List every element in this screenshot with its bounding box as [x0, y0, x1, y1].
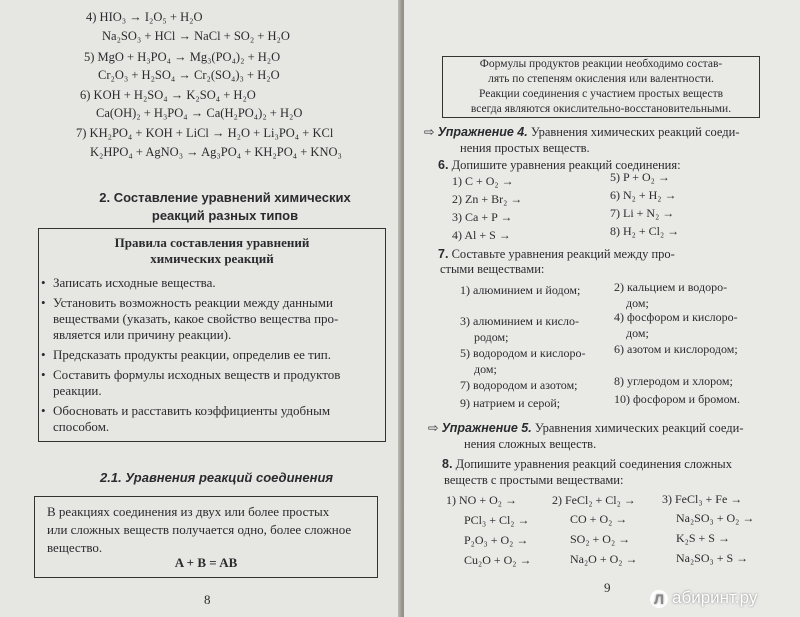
arrow-icon: ⇨	[428, 421, 439, 435]
task-item: 2) Zn + Br₂ →	[452, 192, 523, 206]
task-item: 4) фосфором и кислоро-	[614, 310, 738, 324]
rule-item: • Установить возможность реакции между данными веществами (указать, какое свойство вещества про- является или причину реакции).	[41, 295, 339, 342]
formula: A + B = AB	[174, 555, 238, 570]
task-item: 10) фосфором и бромом.	[614, 392, 740, 406]
task-7: 7. Составьте уравнения реакций между про-	[438, 247, 675, 261]
equation: Cr₂O₃ + H₂SO₄ → Cr₂(SO₄)₃ + H₂O	[98, 68, 280, 82]
task-item: 7) Li + N₂ →	[610, 206, 675, 220]
task-item: дом;	[626, 296, 649, 310]
task-item: 4) Al + S →	[452, 228, 511, 242]
task-item: 3) алюминием и кисло-	[460, 314, 579, 328]
task-item: Na₂O + O₂ →	[570, 552, 638, 566]
task-item: 2) FeCl₂ + Cl₂ →	[552, 493, 636, 507]
rule-item: • Записать исходные вещества.	[41, 275, 216, 290]
task-item: 1) NO + O₂ →	[446, 493, 517, 507]
watermark-logo: Л абиринт.ру	[650, 588, 757, 608]
equation: 7) KH₂PO₄ + KOH + LiCl → H₂O + Li₃PO₄ + KCl	[76, 126, 334, 140]
task-item: 9) натрием и серой;	[460, 396, 561, 410]
equation: K₂HPO₄ + AgNO₃ → Ag₃PO₄ + KH₂PO₄ + KNO₃	[90, 145, 342, 159]
task-item: 3) FeCl₃ + Fe →	[662, 492, 743, 506]
rules-box	[38, 228, 386, 442]
labirint-logo-icon: Л	[650, 590, 668, 608]
note-text: Формулы продуктов реакции необходимо состав- лять по степеням окисления или валентности. Реакции соединения с участием простых веществ всегда являются окислительно-восстановительными.	[470, 58, 732, 115]
task-8: 8. Допишите уравнения реакций соединения сложных	[442, 457, 732, 471]
page-number: 8	[204, 592, 211, 607]
equation: 5) MgO + H₃PO₄ → Mg₃(PO₄)₂ + H₂O	[84, 50, 281, 64]
exercise-5-line: нения сложных веществ.	[464, 437, 597, 451]
task-6: 6. Допишите уравнения реакций соединения:	[438, 158, 681, 172]
right-page	[404, 0, 800, 617]
rule-item: • Обосновать и расставить коэффициенты удобным способом.	[41, 403, 331, 434]
equation: Ca(OH)₂ + H₃PO₄ → Ca(H₂PO₄)₂ + H₂O	[96, 106, 303, 120]
arrow-icon: ⇨	[424, 125, 435, 139]
task-item: Na₂SO₃ + O₂ →	[676, 511, 755, 525]
task-item: дом;	[474, 362, 497, 376]
task-item: 2) кальцием и водоро-	[614, 280, 728, 294]
subsection-title: 2.1. Уравнения реакций соединения	[100, 470, 334, 485]
task-item: родом;	[474, 330, 509, 344]
task-item: SO₂ + O₂ →	[570, 532, 631, 546]
rule-item: • Составить формулы исходных веществ и продуктов реакции.	[41, 367, 341, 398]
section-title: реакций разных типов	[151, 208, 299, 223]
equation: 6) KOH + H₂SO₄ → K₂SO₄ + H₂O	[80, 88, 256, 102]
exercise-4: ⇨ Упражнение 4. Уравнения химических реакций соеди-	[424, 125, 740, 139]
task-item: 1) алюминием и йодом;	[460, 283, 581, 297]
task-item: Na₂SO₃ + S →	[676, 551, 749, 565]
rules-title: Правила составления уравнений химических реакций	[114, 235, 310, 266]
note-box	[442, 56, 760, 118]
task-8-line: веществ с простыми веществами:	[444, 473, 624, 487]
task-item: 8) углеродом и хлором;	[614, 374, 733, 388]
task-item: P₂O₃ + O₂ →	[464, 533, 529, 547]
task-item: PCl₃ + Cl₂ →	[464, 513, 530, 527]
exercise-4-line: нения простых веществ.	[460, 141, 590, 155]
task-item: 6) N₂ + H₂ →	[610, 188, 677, 202]
task-item: 5) водородом и кислоро-	[460, 346, 586, 360]
task-item: CO + O₂ →	[570, 512, 628, 526]
task-7-line: стыми веществами:	[440, 262, 545, 276]
exercise-5: ⇨ Упражнение 5. Уравнения химических реакций соеди-	[428, 421, 744, 435]
definition-box	[34, 496, 378, 578]
task-item: 1) C + O₂ →	[452, 174, 514, 188]
task-item: 7) водородом и азотом;	[460, 378, 578, 392]
task-item: 5) P + O₂ →	[610, 170, 670, 184]
task-item: дом;	[626, 326, 649, 340]
section-title: 2. Составление уравнений химических	[99, 190, 351, 205]
task-item: 3) Ca + P →	[452, 210, 513, 224]
task-item: 8) H₂ + Cl₂ →	[610, 224, 680, 238]
rule-item: • Предсказать продукты реакции, определив ее тип.	[41, 347, 331, 362]
equation: Na₂SO₃ + HCl → NaCl + SO₂ + H₂O	[102, 29, 290, 43]
task-item: 6) азотом и кислородом;	[614, 342, 738, 356]
definition-text: В реакциях соединения из двух или более простых или сложных веществ получается одно, более сложное вещество.	[47, 504, 352, 555]
task-item: Cu₂O + O₂ →	[464, 553, 532, 567]
equation: 4) HIO₃ → I₂O₅ + H₂O	[86, 10, 203, 24]
page-number: 9	[604, 580, 611, 595]
task-item: K₂S + S →	[676, 531, 730, 545]
